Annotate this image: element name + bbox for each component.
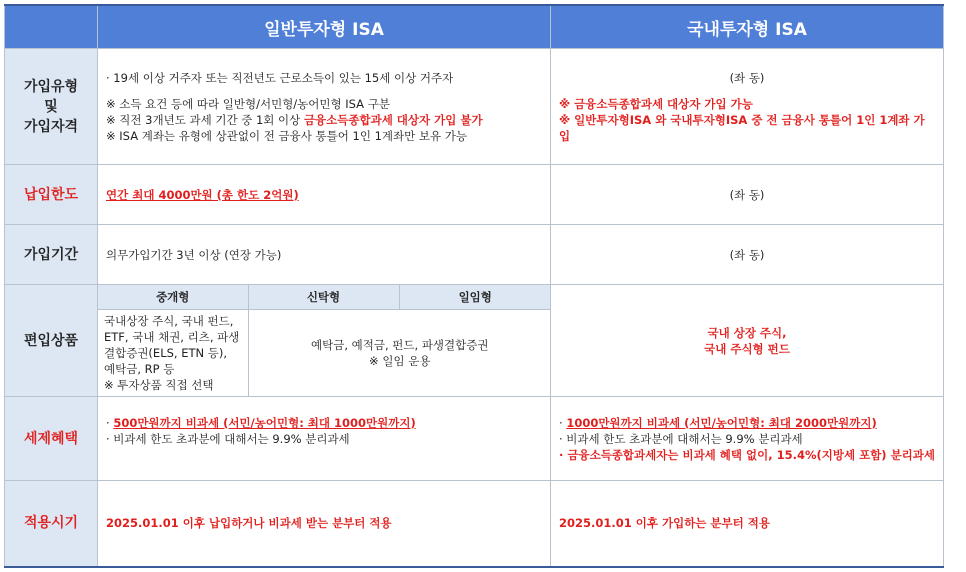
general-limit-cell <box>98 165 551 225</box>
product-line: ETF, 국내 채권, 리츠, 파생 <box>104 330 240 344</box>
header-corner <box>5 5 98 49</box>
same-as-left: (좌 동) <box>729 70 765 85</box>
row-label-effective: 적용시기 <box>5 481 98 567</box>
row-label-period: 가입기간 <box>5 225 98 285</box>
tax-highlight: 500만원까지 비과세 (서민/농어민형: 최대 1000만원까지) <box>113 415 416 430</box>
row-label-tax: 세제혜택 <box>5 397 98 481</box>
header-general-isa: 일반투자형 ISA <box>98 5 551 49</box>
subheader-brokerage: 중개형 <box>98 285 248 310</box>
product-line: 예탁금, RP 등 <box>104 362 175 376</box>
products-subtable <box>98 285 551 396</box>
general-effective-cell <box>98 481 551 567</box>
limit-value: 연간 최대 4000만원 (총 한도 2억원) <box>106 187 299 202</box>
product-line: 예탁금, 예적금, 펀드, 파생결합증권 <box>311 338 489 352</box>
effective-value: 2025.01.01 이후 납입하거나 비과세 받는 분부터 적용 <box>106 516 392 531</box>
row-label-eligibility <box>5 49 98 165</box>
row-effective <box>5 481 944 567</box>
row-products <box>5 285 944 397</box>
tax-line <box>559 415 935 431</box>
label-line: 및 <box>44 98 58 115</box>
domestic-tax-cell <box>551 397 944 481</box>
row-tax <box>5 397 944 481</box>
domestic-effective-cell <box>551 481 944 567</box>
general-eligibility-cell <box>98 49 551 165</box>
general-period-cell: 의무가입기간 3년 이상 (연장 가능) <box>98 225 551 285</box>
subheader-discretionary: 일임형 <box>399 285 551 310</box>
header-domestic-isa: 국내투자형 ISA <box>551 5 944 49</box>
domestic-period-cell: (좌 동) <box>551 225 944 285</box>
label-line: 가입자격 <box>23 118 79 135</box>
note-text: ※ 직전 3개년도 과세 기간 중 1회 이상 <box>106 112 304 127</box>
tax-line <box>106 415 542 431</box>
domestic-eligibility-cell <box>551 49 944 165</box>
tax-line: · 금융소득종합과세자는 비과세 혜택 없이, 15.4%(지방세 포함) 분리과세 <box>559 447 936 462</box>
general-tax-cell <box>98 397 551 481</box>
product-line: 국내상장 주식, 국내 펀드, <box>104 314 234 328</box>
product-line: ※ 투자상품 직접 선택 <box>104 378 214 392</box>
domestic-products-cell <box>551 285 944 397</box>
domestic-limit-cell: (좌 동) <box>551 165 944 225</box>
bullet: · <box>106 415 114 430</box>
brokerage-products <box>98 310 248 397</box>
domestic-product-line: 국내 주식형 펀드 <box>704 341 790 356</box>
tax-line: · 비과세 한도 초과분에 대해서는 9.9% 분리과세 <box>559 431 803 446</box>
row-label-products: 편입상품 <box>5 285 98 397</box>
row-label-limit: 납입한도 <box>5 165 98 225</box>
effective-value: 2025.01.01 이후 가입하는 분부터 적용 <box>559 516 770 531</box>
eligibility-note: ※ 소득 요건 등에 따라 일반형/서민형/농어민형 ISA 구분 <box>106 96 390 111</box>
eligibility-note: ※ ISA 계좌는 유형에 상관없이 전 금융사 통틀어 1인 1계좌만 보유 가능 <box>106 128 467 143</box>
subheader-trust: 신탁형 <box>248 285 399 310</box>
domestic-eligibility-note: ※ 금융소득종합과세 대상자 가입 가능 <box>559 96 753 111</box>
domestic-eligibility-note: ※ 일반투자형ISA 와 국내투자형ISA 중 전 금융사 통틀어 1인 1계좌 가입 <box>559 112 925 143</box>
eligibility-line: · 19세 이상 거주자 또는 직전년도 근로소득이 있는 15세 이상 거주자 <box>106 70 454 85</box>
eligibility-note <box>106 112 542 128</box>
tax-highlight: 1000만원까지 비과세 (서민/농어민형: 최대 2000만원까지) <box>566 415 877 430</box>
domestic-product-line: 국내 상장 주식, <box>707 325 787 340</box>
trust-discretionary-products <box>248 310 551 397</box>
label-line: 가입유형 <box>23 78 79 95</box>
note-highlight: 금융소득종합과세 대상자 가입 불가 <box>303 112 483 127</box>
product-line: 결합증권(ELS, ETN 등), <box>104 346 228 360</box>
isa-comparison-table <box>4 4 944 568</box>
row-eligibility <box>5 49 944 165</box>
general-products-cell <box>98 285 551 397</box>
product-line: ※ 일임 운용 <box>369 354 431 368</box>
bullet: · <box>559 415 567 430</box>
row-limit <box>5 165 944 225</box>
tax-line: · 비과세 한도 초과분에 대해서는 9.9% 분리과세 <box>106 431 350 446</box>
row-period <box>5 225 944 285</box>
